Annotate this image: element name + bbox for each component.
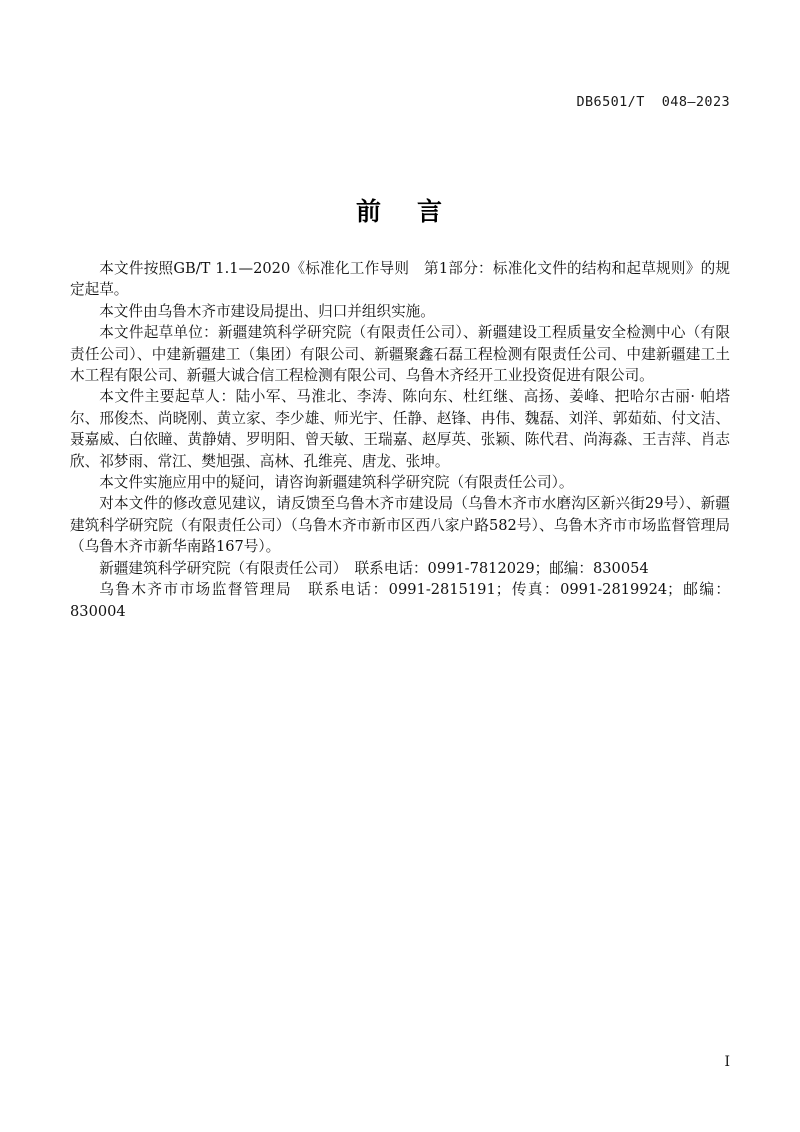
- foreword-paragraph: 新疆建筑科学研究院（有限责任公司） 联系电话：0991-7812029；邮编：830054: [99, 559, 649, 577]
- standard-code-label: DB6501/T 048—2023: [576, 94, 730, 110]
- foreword-paragraph: 本文件实施应用中的疑问，请咨询新疆建筑科学研究院（有限责任公司）。: [99, 474, 574, 492]
- foreword-paragraph: 本文件主要起草人：陆小军、马淮北、李涛、陈向东、杜红继、高扬、姜峰、把哈尔古丽· 帕塔尔、邢俊杰、尚晓刚、黄立家、李少雄、师光宇、任静、赵锋、冉伟、魏磊、刘洋、郭茹茹、付文洁、聂嘉威、白依瞳、黄静婧、罗明阳、曾天敏、王瑞嘉、赵厚英、张颖、陈代君、尚海淼、王吉萍、肖志欣、祁梦雨、常江、樊旭强、高林、孔维亮、唐龙、张坤。: [70, 388, 730, 470]
- foreword-paragraph: 本文件按照GB/T 1.1—2020《标准化工作导则 第1部分：标准化文件的结构和起草规则》的规定起草。: [70, 260, 730, 299]
- page-footer: [70, 1054, 730, 1070]
- page-title: [0, 192, 800, 228]
- foreword-paragraph: 本文件起草单位：新疆建筑科学研究院（有限责任公司）、新疆建设工程质量安全检测中心（有限责任公司）、中建新疆建工（集团）有限公司、新疆聚鑫石磊工程检测有限责任公司、中建新疆建工土木工程有限公司、新疆大诚合信工程检测有限公司、乌鲁木齐经开工业投资促进有限公司。: [70, 324, 730, 385]
- foreword-paragraph: 乌鲁木齐市市场监督管理局 联系电话：0991-2815191；传真：0991-2819924；邮编：830004: [70, 581, 730, 620]
- foreword-body: [70, 258, 730, 622]
- page-number: I: [724, 1054, 730, 1070]
- running-header: [70, 92, 730, 112]
- foreword-paragraph: 对本文件的修改意见建议，请反馈至乌鲁木齐市建设局（乌鲁木齐市水磨沟区新兴街29号）、新疆建筑科学研究院（有限责任公司）（乌鲁木齐市新市区西八家户路582号）、乌鲁木齐市市场监督管理局（乌鲁木齐市新华南路167号）。: [70, 495, 730, 556]
- page-title-char-2: 言: [417, 197, 445, 226]
- foreword-paragraph: 本文件由乌鲁木齐市建设局提出、归口并组织实施。: [99, 302, 435, 320]
- page-title-char-1: 前: [355, 197, 383, 226]
